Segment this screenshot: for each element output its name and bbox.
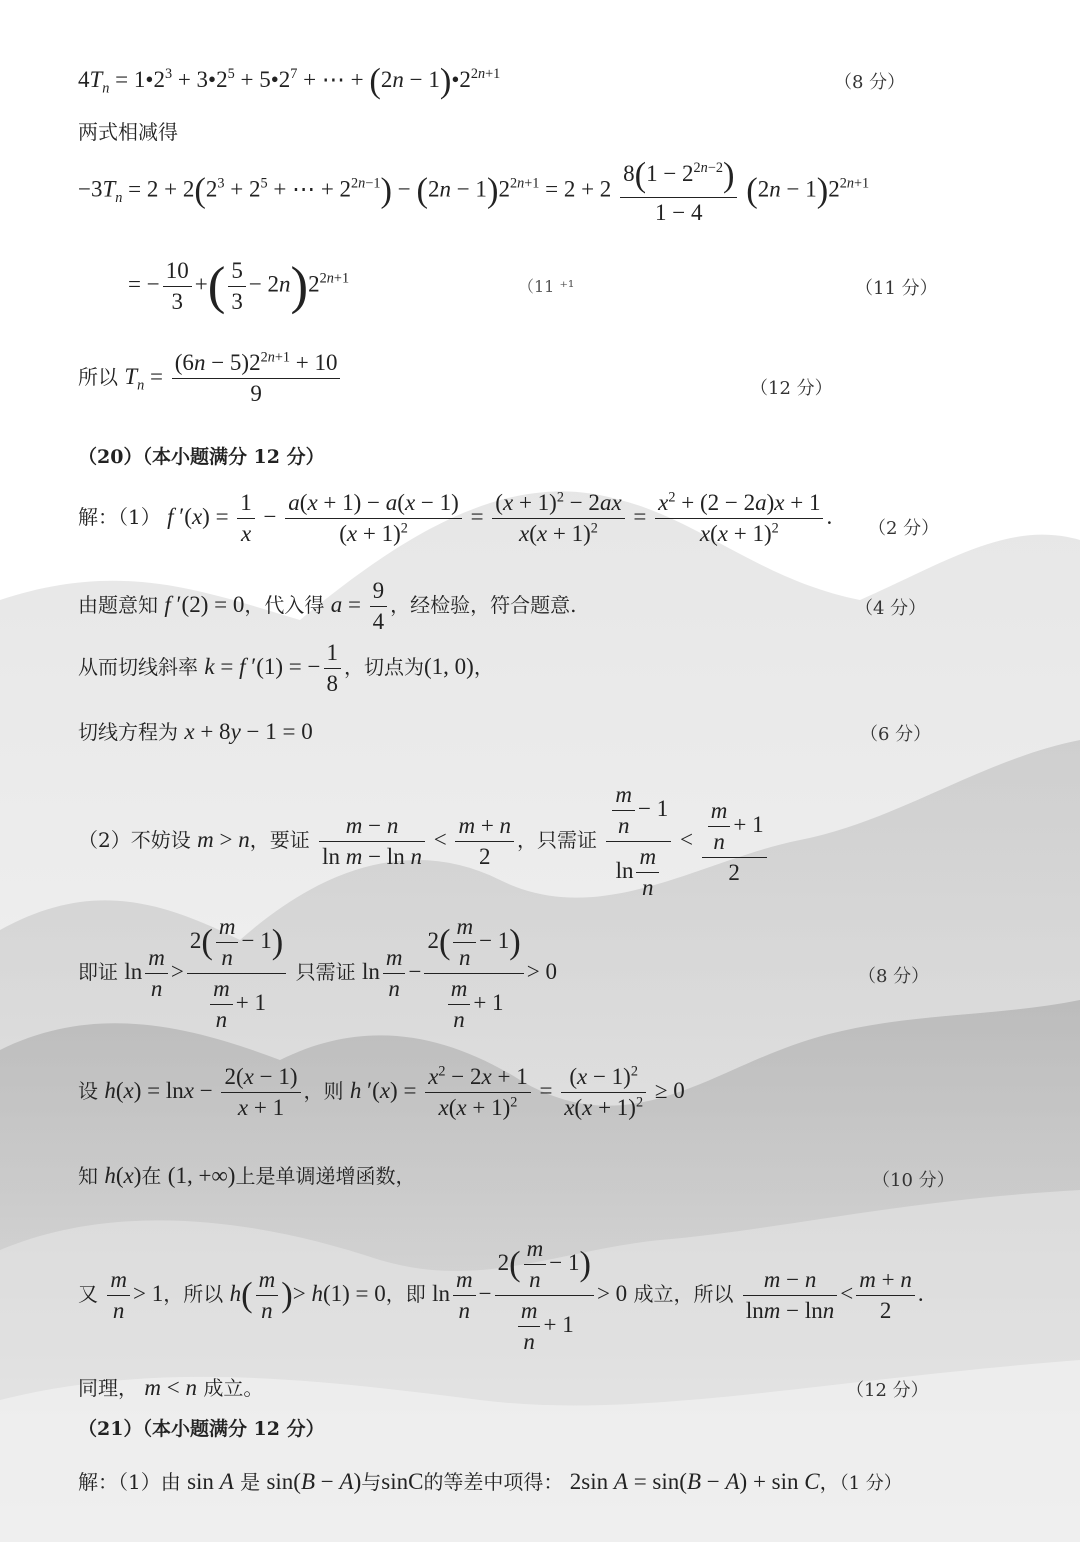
know-text: 知 (78, 1164, 98, 1188)
score-12b: （12 分） (846, 1380, 929, 1401)
so-label: 所以 (78, 364, 118, 389)
q20-heading: （20）（本小题满分 12 分） (78, 446, 325, 468)
q21-line: 解：（1）由 sin A 是 sin(B − A)与sinC的等差中项得： 2sin A = sin(B − A) + sin C，（1 分） (78, 1469, 902, 1494)
holds-text: 成立。 (203, 1376, 264, 1400)
tangent-point-text: ，切点为 (344, 654, 424, 679)
from-problem-text: 由题意知 (78, 592, 158, 617)
only-need-text: ，只需证 (517, 827, 598, 852)
monotone-line: 知 h(x)在 (1, +∞)上是单调递增函数， (78, 1163, 416, 1188)
solve-label: 解：（1） (78, 504, 161, 529)
similarly-line: 同理， m < n 成立。 (78, 1375, 264, 1400)
part2-line: （2）不妨设 m > n，要证 $\frac{m - n}{\text{ln m − ln n}}$ < $\frac{m + n}{2}$ ，只需证 $\frac{m}{n}$ − 1 ln $\frac{m}{n}$ < $\frac{m}{n}$ + 1 2 (78, 782, 770, 901)
then-text: ，则 (303, 1078, 344, 1103)
is-text: 是 (240, 1470, 261, 1494)
subtract-text: 两式相减得 (78, 120, 178, 144)
on-text: 在 (141, 1164, 162, 1188)
holds-so-text: 成立，所以 (633, 1281, 734, 1306)
q21-solve-text: 解：（1）由 (78, 1470, 181, 1494)
equation-result: = − $\frac{10}{3}$ +( $\frac{5}{3}$ − $2n)2^{2n+1}$ (128, 257, 350, 315)
score-10: （10 分） (872, 1170, 955, 1191)
only-need2-text: 只需证 (295, 959, 356, 984)
equation-minus3tn: $-3T_n = 2 + 2(2^3 + 2^5$ + ⋯ + $2^{2n-1}) - (2n - 1)2^{2n+1} = 2 + 2$ $\frac{8(1 - 2^{2n-2})}{1 - 4}$ $(2n - 1)2^{2n+1}$ (78, 156, 870, 225)
score-8: （8 分） (834, 72, 906, 93)
arith-mean-text: 的等差中项得： (423, 1470, 564, 1494)
score-2: （2 分） (868, 518, 940, 539)
score-8b: （8 分） (858, 966, 930, 987)
tn-result: 所以 $T_n$ = $\frac{(6n - 5)2^{2n+1} + 10}{9}$ (78, 350, 343, 407)
derivative-line: 解：（1） f ′(x) = $\frac{1}{x}$ − $\frac{a(x + 1) - a(x - 1)}{(x + 1)^2}$ = $\frac{(x + 1)^2 - 2ax}{x(x + 1)^2}$ = $\frac{x^2 + (2 - 2a)x + 1}{x(x + 1)^2}$ . (78, 489, 833, 546)
substitute-text: ，代入得 (244, 592, 325, 617)
condition-line: 由题意知 f ′(2) = 0，代入得 a = $\frac{9}{4}$ ，经检验，符合题意. (78, 578, 577, 634)
score-12: （12 分） (750, 378, 833, 399)
i-e-text: ，即 (385, 1281, 426, 1306)
tangent-eq-label: 切线方程为 (78, 720, 178, 744)
equation-4tn: $4T_n$ = $1•2^3$ + $3•2^5$ + $5•2^7$ + ⋯ + $(2n - 1)•2^{2n+1}$ (78, 62, 501, 100)
and-text: 与 (361, 1470, 382, 1494)
tangent-line-eq: 切线方程为 x + 8y − 1 = 0 (78, 719, 313, 744)
score-4: （4 分） (855, 598, 927, 619)
to-prove-text: ，要证 (249, 827, 310, 852)
h-definition-line: 设 h(x) = lnx − $\frac{2(x - 1)}{x + 1}$ ，则 h ′(x) = $\frac{x^2 - 2x + 1}{x(x + 1)^2}$ = $\frac{(x - 1)^2}{x(x + 1)^2}$ ≥ 0 (78, 1063, 685, 1120)
similarly-text: 同理， (78, 1376, 138, 1400)
slope-text: 从而切线斜率 (78, 654, 198, 679)
slope-line: 从而切线斜率 k = f ′(1) = − $\frac{1}{8}$ ，切点为(1, 0)， (78, 640, 494, 696)
prove-line: 即证 ln $\frac{m}{n}$ > 2( $\frac{m}{n}$ − 1) $\frac{m}{n}$ + 1 只需证 ln $\frac{m}{n}$ − 2( $\frac{m}{n}$ − 1) $\frac{m}{n}$ + 1 > 0 (78, 914, 558, 1032)
score-6: （6 分） (860, 724, 932, 745)
so-h-text: ，所以 (163, 1281, 224, 1306)
let-text: 设 (78, 1078, 98, 1103)
score-11: （11 分） (855, 278, 938, 299)
stamp-text: （11 ⁺¹ (518, 277, 575, 296)
monotone-text: 上是单调递增函数， (235, 1164, 416, 1188)
q21-heading: （21）（本小题满分 12 分） (78, 1418, 325, 1440)
verified-text: ，经检验，符合题意. (390, 592, 577, 617)
score-1: （1 分） (839, 1473, 902, 1494)
conclusion-line: 又 $\frac{m}{n}$ > 1，所以 h( $\frac{m}{n}$ )> h(1) = 0，即 ln $\frac{m}{n}$ − 2( $\frac{m}{n}$ − 1) $\frac{m}{n}$ + 1 > 0 成立，所以 $\frac{m - n}{\ln m - \ln n}$ < $\frac{m + n}{2}$ . (78, 1236, 924, 1354)
i-e-prove-text: 即证 (78, 959, 118, 984)
assume-text: （2）不妨设 (78, 827, 191, 852)
also-text: 又 (78, 1281, 98, 1306)
